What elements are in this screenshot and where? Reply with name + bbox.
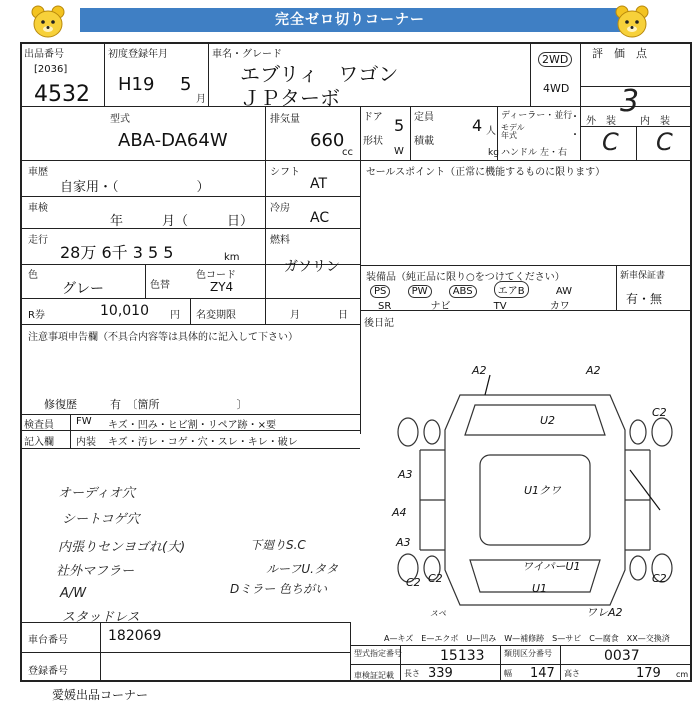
damage-mark: A2 <box>586 364 601 377</box>
rating-int-label: 内 装 <box>640 116 670 127</box>
damage-mark: C2 <box>406 576 421 589</box>
fuel-value: ガソリン <box>284 259 340 275</box>
handwritten-note: 下廻りS.C <box>250 538 306 552</box>
disp-value: 660 <box>310 130 345 151</box>
length-value: 339 <box>428 666 453 681</box>
handwritten-note: シートコゲ穴 <box>62 512 140 527</box>
load-unit: kg <box>488 148 499 158</box>
disp-label: 排気量 <box>270 114 300 125</box>
shift-value: AT <box>310 176 328 192</box>
disp-unit: cc <box>342 147 353 158</box>
color-label: 色 <box>28 270 38 281</box>
lot-label: 出品番号 <box>24 49 64 60</box>
equip-row1: PS PW ABS エアB AW <box>370 281 572 298</box>
rating-ext: C <box>602 128 619 156</box>
drive-2wd: 2WD <box>538 52 572 67</box>
model-year-value: ・ <box>570 130 580 141</box>
width-label: 幅 <box>504 669 512 678</box>
rating-ext-label: 外 装 <box>586 116 616 127</box>
inspector-naiso: 内装 <box>76 437 96 448</box>
damage-mark: U1クワ <box>524 484 562 497</box>
length-label: 長さ <box>404 669 420 678</box>
rating-score: 3 <box>620 84 640 119</box>
damage-mark: ワレA2 <box>586 606 623 619</box>
drive-4wd: 4WD <box>543 82 570 95</box>
reg-month-unit: 月 <box>196 94 206 105</box>
repair-line: 修復歴 有 〔箇所 〕 <box>44 398 248 411</box>
notes-label: 注意事項申告欄（不具合内容等は具体的に記入して下さい） <box>28 332 298 343</box>
handwritten-note: ルーフU.タタ <box>266 562 338 576</box>
damage-legend: A—キズ E—エクボ U—凹み W—補修跡 S—サビ C—腐食 XX—交換済 <box>384 634 670 643</box>
rating-int: C <box>656 128 673 156</box>
damage-mark: U1 <box>532 582 548 595</box>
damage-mark: U2 <box>540 414 556 427</box>
seats-value: 4 <box>472 116 483 135</box>
handwritten-note: 社外マフラー <box>56 564 135 579</box>
dims-unit: cm <box>676 670 689 679</box>
sales-label: セールスポイント（正常に機能するものに限ります） <box>366 167 606 178</box>
car-damage-diagram <box>390 360 690 625</box>
shape-value: W <box>394 146 404 157</box>
ac-label: 冷房 <box>270 203 290 214</box>
height-label: 高さ <box>564 669 580 678</box>
equip-row2: SR ナビ TV カワ <box>378 301 570 312</box>
reg-month: 5 <box>180 74 192 95</box>
mileage-unit: km <box>224 252 240 263</box>
inspection-label: 車検 <box>28 203 48 214</box>
damage-mark: A2 <box>472 364 487 377</box>
mileage-label: 走行 <box>28 235 48 246</box>
damage-mark: スペ <box>430 609 446 618</box>
color-change-label: 色替 <box>150 280 170 291</box>
dealer-label: ディーラー・並行 <box>501 111 573 121</box>
shift-label: シフト <box>270 167 300 178</box>
model-code-label: 型式指定番号 <box>354 649 402 658</box>
class-value: 0037 <box>604 648 640 664</box>
damage-mark: C2 <box>652 406 667 419</box>
header-banner: 完全ゼロ切りコーナー <box>80 8 620 32</box>
doors-label: ドア <box>363 112 383 123</box>
inspection-value: 年 月（ 日） <box>110 214 254 229</box>
footer-text: 愛媛出品コーナー <box>52 688 149 702</box>
model-year-label: モデル年式 <box>501 123 525 140</box>
damage-mark: A4 <box>392 506 407 519</box>
reg-label: 初度登録年月 <box>108 49 168 60</box>
bear-mascot-icon <box>612 3 652 41</box>
rear-label: 後日記 <box>364 318 394 329</box>
history-label: 車歴 <box>28 167 48 178</box>
inspector-codes1: キズ・凹み・ヒビ割・リペア跡・×要 <box>108 420 276 431</box>
model-label: 型式 <box>110 114 130 125</box>
model-code-value: 15133 <box>440 648 485 664</box>
handwritten-note: 内張りセンヨゴれ(大) <box>58 540 186 555</box>
recycle-unit: 円 <box>170 310 180 321</box>
model-value: ABA-DA64W <box>118 130 228 151</box>
history-value: 自家用・（ ） <box>60 180 210 195</box>
ac-value: AC <box>310 210 330 226</box>
rating-label: 評 価 点 <box>592 47 647 60</box>
class-label: 類別区分番号 <box>504 649 552 658</box>
width-value: 147 <box>530 666 555 681</box>
car-label: 車名・グレード <box>212 49 282 60</box>
registration-label: 登録番号 <box>28 666 68 677</box>
name-change-label: 名変期限 <box>196 310 236 321</box>
seats-unit: 人 <box>486 126 496 137</box>
inspector-label2: 記入欄 <box>24 437 54 448</box>
shape-label: 形状 <box>363 136 383 147</box>
seats-label: 定員 <box>414 112 434 123</box>
lot-sub: [2036] <box>34 64 68 75</box>
name-change-day: 日 <box>338 310 348 321</box>
handwritten-note: Dミラー 色ちがい <box>230 582 328 596</box>
chassis-value: 182069 <box>108 628 162 644</box>
dims-label: 車検証記載 <box>354 671 394 680</box>
handle-label: ハンドル <box>501 148 538 158</box>
height-value: 179 <box>636 666 661 681</box>
damage-mark: A3 <box>396 536 411 549</box>
color-value: グレー <box>62 281 104 297</box>
handle-value: 左・右 <box>540 148 568 158</box>
color-code: ZY4 <box>210 280 234 294</box>
damage-mark: C2 <box>652 572 667 585</box>
lot-number: 4532 <box>34 82 90 107</box>
recycle-label: R券 <box>28 310 45 321</box>
inspector-label: 検査員 <box>24 420 54 431</box>
handwritten-note: スタッドレス <box>62 610 140 625</box>
equip-label: 装備品（純正品に限り○をつけてください） <box>366 272 565 283</box>
name-change-month: 月 <box>290 310 300 321</box>
car-name: エブリィ ワゴン <box>240 62 399 86</box>
mileage-value: 28万 6千 3 5 5 <box>60 243 174 262</box>
damage-mark: C2 <box>428 572 443 585</box>
handwritten-note: A/W <box>60 586 87 601</box>
car-grade: ＪＰターボ <box>240 86 340 110</box>
fuel-label: 燃料 <box>270 235 290 246</box>
bear-mascot-icon <box>28 3 68 41</box>
inspector-codes2: キズ・汚レ・コゲ・穴・スレ・キレ・破レ <box>108 437 298 448</box>
load-label: 積載 <box>414 136 434 147</box>
handwritten-note: オーディオ穴 <box>58 486 135 501</box>
inspector-fw: FW <box>76 416 92 427</box>
warranty-value: 有・無 <box>626 292 663 306</box>
reg-era: H19 <box>118 74 155 95</box>
recycle-value: 10,010 <box>100 303 149 319</box>
damage-mark: ワイパーU1 <box>522 560 581 573</box>
dealer-value: ・ <box>570 112 580 123</box>
doors-value: 5 <box>394 116 405 135</box>
damage-mark: A3 <box>398 468 413 481</box>
warranty-label: 新車保証書 <box>620 271 666 281</box>
color-code-label: 色コード <box>196 270 236 281</box>
chassis-label: 車台番号 <box>28 635 68 646</box>
